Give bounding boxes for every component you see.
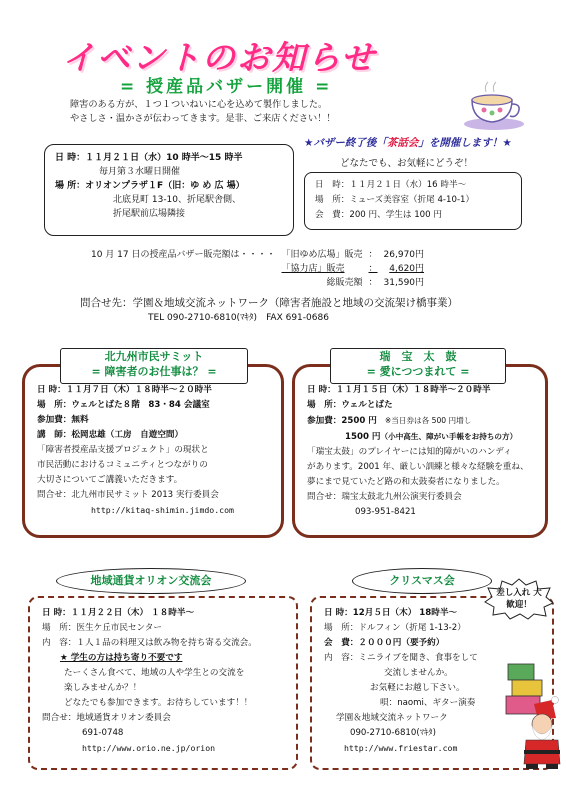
bazaar-subtitle: = 授産品バザー開催 = <box>120 77 333 97</box>
taiko-tel: 093-951-8421 <box>355 507 416 517</box>
orion-tag: 地域通貨オリオン交流会 <box>56 568 246 594</box>
taiko-fee <box>307 413 533 429</box>
xmas-url[interactable]: http://www.friestar.com <box>344 743 458 753</box>
sales-summary <box>88 248 427 290</box>
orion-card <box>28 596 298 770</box>
xmas-content: 内 容：ミニライブを聞き、食事をして <box>324 653 478 663</box>
taiko-desc: があります。2001 年、厳しい訓練と様々な経験を重ね、 <box>307 462 529 472</box>
summit-desc: 「障害者授産品支援プロジェクト」の現状と <box>37 445 209 455</box>
xmas-content-3: お気軽にお越し下さい。 <box>370 683 465 693</box>
orion-tel: 691-0748 <box>82 728 124 738</box>
taiko-card <box>292 364 548 538</box>
xmas-org: 学園＆地域交流ネットワーク <box>336 713 448 723</box>
sales-sep: ： <box>368 278 378 288</box>
sales-row <box>88 248 427 262</box>
sales-label: 「旧ゆめ広場」販売 <box>281 250 363 260</box>
sales-value: 31,590円 <box>383 278 425 288</box>
xmas-singer: 唄：naomi、ギター演奏 <box>380 698 476 708</box>
summit-tag-line2: = 障害者のお仕事は？ = <box>91 365 217 378</box>
bazaar-address-2: 折尾駅前広場隣接 <box>113 209 186 219</box>
burst-text: 差し入れ 大歓迎！ <box>496 588 542 610</box>
xmas-content-2: 交流しませんか。 <box>384 668 453 678</box>
tea-headline-b: 」を開催します！★ <box>418 137 512 149</box>
summit-url[interactable]: http://kitaq-shimin.jimdo.com <box>91 505 234 515</box>
xmas-tel: 090-2710-6810(ﾏｷﾀ) <box>350 728 436 738</box>
taiko-fee2-note: （小中高生、障がい手帳をお持ちの方） <box>380 432 518 441</box>
tea-headline-q: 茶話会 <box>386 137 419 149</box>
bazaar-date: 日 時：１１月２１日（水）10 時半〜15 時半 <box>55 153 243 163</box>
contact-line: 問合せ先：学園＆地域交流ネットワーク（障害者施設と地域の交流架け橋事業） <box>80 297 458 309</box>
summit-fee: 参加費：無料 <box>37 415 89 425</box>
xmas-tag: クリスマス会 <box>352 568 492 594</box>
taiko-contact: 問合せ：瑞宝太鼓北九州公演実行委員会 <box>307 492 462 502</box>
sales-label: 「協力店」販売 <box>281 264 345 274</box>
tea-fee: 会 費：200 円、学生は 100 円 <box>315 210 442 220</box>
sales-intro: 10 月 17 日の授産品バザー販売額は・・・・ <box>91 250 276 260</box>
sales-row <box>88 262 427 276</box>
bazaar-place: 場 所：オリオンプラザ１F（旧：ゆ め 広 場） <box>55 181 245 191</box>
xmas-date: 日 時：12月５日（木） 18時半〜 <box>324 608 458 618</box>
tea-party-box <box>304 172 522 230</box>
santa-icon <box>498 660 562 770</box>
orion-contact: 問合せ：地域通貨オリオン委員会 <box>42 713 171 723</box>
bazaar-address: 北底見町 13-10、折尾駅舎側、 <box>113 195 242 205</box>
tea-headline-a: ★バザー終了後「 <box>304 137 387 149</box>
orion-content: 内 容：１人１品の料理又は飲み物を持ち寄る交流会。 <box>42 638 257 648</box>
taiko-fee2-label: 1500 円 <box>345 432 381 442</box>
contact-block <box>80 296 458 326</box>
tea-date: 日 時：１１月２１日（水）16 時半〜 <box>315 180 467 190</box>
intro-text <box>70 98 336 126</box>
sales-value: 4,620円 <box>389 264 425 274</box>
summit-date: 日 時：１１月７日（木）１８時半〜２０時半 <box>37 385 212 395</box>
sales-value: 26,970円 <box>383 250 425 260</box>
summit-contact: 問合せ：北九州市民サミット 2013 実行委員会 <box>37 490 219 500</box>
summit-desc: 大切さについてご講義いただきます。 <box>37 475 183 485</box>
sales-table <box>88 248 427 290</box>
xmas-place: 場 所：ドルフィン（折尾 1-13-2） <box>324 623 466 633</box>
sales-sep: ： <box>368 264 378 274</box>
orion-url[interactable]: http://www.orio.ne.jp/orion <box>82 743 216 753</box>
taiko-tag-line2: = 愛につつまれて = <box>366 365 470 378</box>
taiko-desc: 「瑞宝太鼓」のプレイヤーには知的障がいのハンディ <box>307 447 512 457</box>
orion-desc: 楽しみませんか？！ <box>64 683 142 693</box>
taiko-place: 場 所：ウェルとばた <box>307 400 393 410</box>
taiko-fee2 <box>307 429 533 445</box>
summit-place: 場 所：ウェルとばた８階 83・84 会議室 <box>37 400 210 410</box>
xmas-fee: 会 費：２０００円（要予約） <box>324 638 445 648</box>
orion-desc: どなたでも参加できます。お待ちしています！！ <box>64 698 253 708</box>
burst-badge <box>484 578 554 620</box>
taiko-date: 日 時：１１月１５日（木）１８時半〜２０時半 <box>307 385 491 395</box>
taiko-tag-line1: 瑞 宝 太 鼓 <box>379 350 457 363</box>
orion-desc: たーくさん食べて、地域の人や学生との交流を <box>64 668 245 678</box>
summit-desc: 市民活動におけるコミュニティとつながりの <box>37 460 208 470</box>
summit-lecturer: 講 師：松岡忠雄（工房 自遊空間） <box>37 430 184 440</box>
bazaar-date-note: 毎月第３水曜日開催 <box>99 167 181 177</box>
taiko-desc: 夢にまで見ていたど路の和太鼓奏者になりました。 <box>307 477 505 487</box>
summit-tag <box>60 348 248 384</box>
tea-party-headline <box>304 135 512 150</box>
intro-line: やさしさ・温かさが伝わってきます。是非、ご来店ください！！ <box>70 113 336 124</box>
sales-label: 総販売額 <box>326 278 363 288</box>
page-title: イベントのお知らせ <box>62 38 377 77</box>
intro-line: 障害のある方が、１つ１ついねいに心を込めて製作しました。 <box>70 99 328 110</box>
sales-row <box>88 276 427 290</box>
tea-place: 場 所：ミューズ美容室（折尾 4-10-1） <box>315 195 475 205</box>
orion-date: 日 時：１１月２２日（木） １８時半〜 <box>42 608 195 618</box>
contact-tel: TEL 090-2710-6810(ﾏｷﾀ) FAX 691-0686 <box>148 313 329 323</box>
bazaar-info-box <box>44 144 294 236</box>
taiko-fee-label: 参加費：2500 円 <box>307 416 377 426</box>
orion-place: 場 所：医生ケ丘市民センター <box>42 623 162 633</box>
tea-party-sub: どなたでも、お気軽にどうぞ！ <box>340 158 474 169</box>
taiko-fee-note: ※当日券は各 500 円増し <box>384 416 472 425</box>
orion-note: ★ 学生の方は持ち寄り不要です <box>60 653 183 663</box>
teacup-icon <box>458 80 530 132</box>
sales-sep: ： <box>368 250 378 260</box>
taiko-tag <box>330 348 506 384</box>
summit-tag-line1: 北九州市民サミット <box>104 350 204 363</box>
summit-card <box>22 364 284 538</box>
